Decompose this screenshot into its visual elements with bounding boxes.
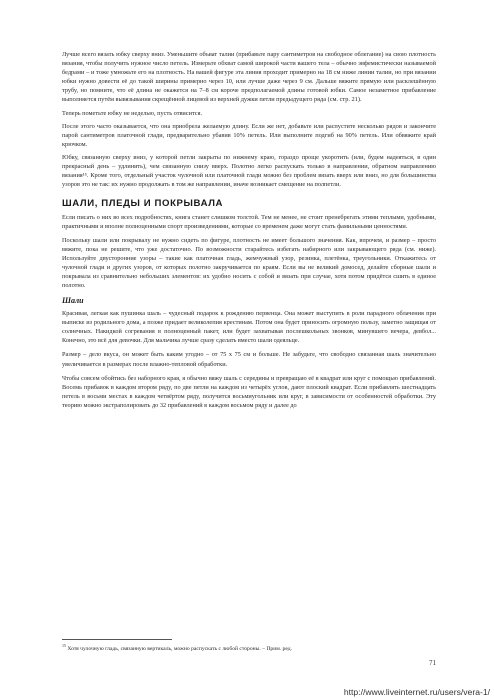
paragraph-shawls-intro: Если писать о них во всех подробностях, книга станет слишком толстой. Тем не менее, не стоит пренебрегать этими теплыми, удобными, практичными и вполне полноценными спорт произведениями, которые со временем даже могут стать фамильными ценностями. [62,214,436,231]
section-heading-shawls-blankets: ШАЛИ, ПЛЕДЫ И ПОКРЫВАЛА [62,198,224,210]
page-number: 71 [429,659,436,667]
paragraph-skirt-top-down: Лучше всего вязать юбку сверху вниз. Уменьшите объват талии (прибавьте пару сантиметров на свободное облегание) на свою плотность вязания, чтобы получить нужное число петель. Измерьте обхват самой широкой части вашего тела – обычно эвфемистически называемой бедрами – и тоже умножьте его на плотность. На вашей фигуре эта линия проходит примерно на 18 см ниже линии талии, но при вязании юбки нужно довести её до такой ширины примерно через 10, или лучше даже через 9 см. Дальше вяжите прямую или расклешённую трубу, но помните, что её длина не окажется на 7–8 см короче предполагаемой длины готовой юбки. Самое незаметное прибавление выполняется путём вывязывания скрещённой лицевой из верхней дужки петли предыдущего ряда (см. стр. 21). [62,51,436,104]
paragraph-shawl-size: Размер – дело вкуса, он может быть каким угодно – от 75 х 75 см и больше. Не забудьте, что свободно связанная шаль значительно увеличивается в размерах после влажно-тепловой обработки. [62,351,436,368]
footnote-text: Хотя чулочную гладь, связанную вертикаль, можно распускать с любой стороны. – Прим. ред. [67,645,293,652]
footnote [62,642,436,653]
paragraph-gauge-size: Поскольку шали или покрывалу не нужно сидеть по фигуре, плотность не имеет большого значения. Как, впрочем, и размер – просто вяжите, пока не решите, что уже достаточно. По возможности старайтесь избегать набирного или закрывающего ряда (см. ниже). Используйте двусторонние узоры – такие как платочная гладь, жемчужный узор, резинка, плетёнка, треугольники. Откажитесь от чулочной глади и других узоров, от которых полотно закручивается по краям. Если вы не великий домосед, делайте сборные шали и покрывала из сравнительно небольших элементов: их удобно носить с собой и вязать при случае, хотя потом придётся сшить в единое полотно. [62,236,436,289]
paragraph-length-adjust: После этого часто оказывается, что она приобрела желаемую длину. Если же нет, добавьте или распустите несколько рядов и закончите парой сантиметров платочной глади, предварительно убавив 10% петель. Или выполните подгиб на 90% петель. Или обвяжите край крючком. [62,122,436,148]
paragraph-shawl-construction: Чтобы совсем обойтись без наборного края, я обычно вяжу шаль с середины и превращаю её в квадрат или круг с помощью прибавлений. Восемь прибавок в каждом втором ряду, по две петли на каждом из четырёх углов, дают плоский квадрат. Если прибавлять шестнадцать петель в восьми местах в каждом четвёртом ряду, получится восьмиугольник или круг, в зависимости от особенностей обработки. Эту теорию можно экстраполировать до 32 прибавлений в каждом восьмом ряду и далее до [62,374,436,409]
paragraph-hang-skirt: Теперь пометьте юбку не неделью, пусть отвисится. [62,109,203,117]
paragraph-baby-shawl: Красивая, легкая как пушинка шаль – чудесный подарок к рождению первенца. Она может выступить в роли парадного облачения при выписке из родильного дома, а позже придает великолепия крестинам. Потом она будет приносить огромную пользу, заметно защищая от солнечных. Накидкой согревания в полноценный пакет, или будет захватывая послешкольных звонков, минувшего вечера, девбол... Конечно, это всё для девочки. Для мальчика лучше сразу сделать вместо шали одеяльце. [62,310,436,345]
page-body [62,50,436,410]
source-watermark-url: http://www.liveinternet.ru/users/vera-1/ [343,687,490,697]
paragraph-shorten-skirt: Юбку, связанную сверху вниз, у которой петли закрыты по нижнему краю, гораздо проще укоротить (или, будем надеяться, в один прекрасный день – удлинить), чем связанную снизу вверх. Полотно легко распускать только в направлении, обратном направлению вязания¹⁵. Кроме того, отдельный участок чулочной или платочной глади можно без проблем вязать вверх или вниз, но для большинства узоров это не так: их нужно продолжать в том же направлении, иначе возникает смещение на полпетли. [62,153,436,189]
subheading-shawls: Шали [62,296,84,306]
footnote-divider [62,639,172,640]
footnote-mark: 15 [62,643,66,648]
